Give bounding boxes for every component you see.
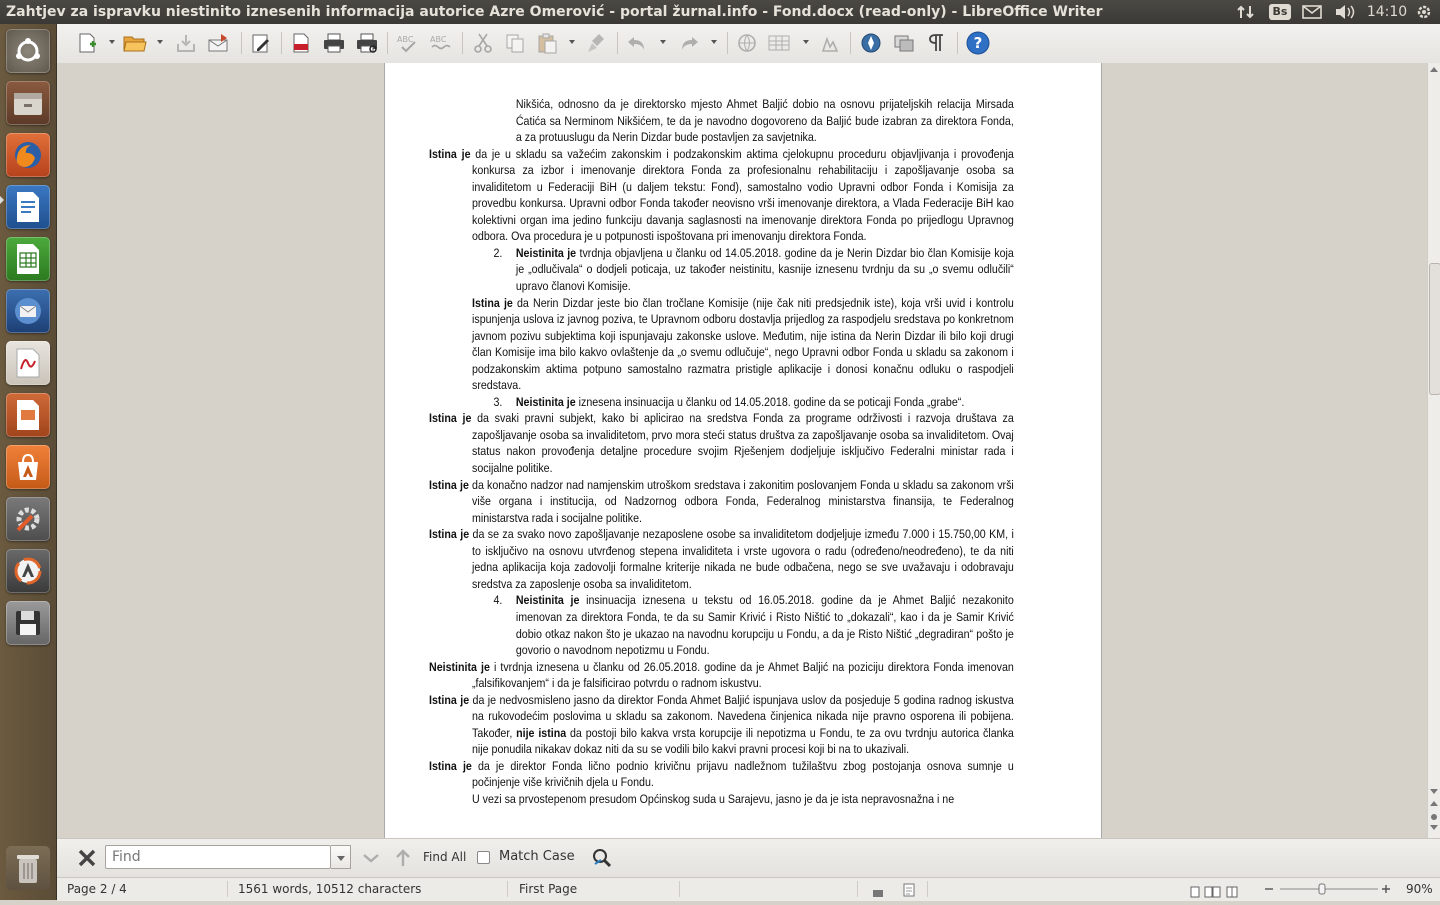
document-paragraph bbox=[429, 295, 1014, 394]
print-preview-icon bbox=[355, 32, 379, 54]
launcher-dash-home[interactable] bbox=[6, 29, 50, 73]
redo-arrow-icon bbox=[678, 32, 700, 54]
new-document-button[interactable] bbox=[75, 31, 99, 55]
text-run: U vezi sa prvostepenom presudom Općinskog suda u Sarajevu, jasno je da je ista nepravosnažna i ne bbox=[472, 791, 955, 806]
wrench-settings-icon bbox=[12, 503, 44, 535]
status-divider bbox=[507, 881, 508, 897]
scroll-down-arrow[interactable] bbox=[1430, 789, 1438, 794]
launcher-save-disk[interactable] bbox=[6, 601, 50, 645]
svg-text:ABC: ABC bbox=[397, 35, 414, 44]
navigator-button[interactable] bbox=[859, 31, 883, 55]
bold-text-run: Neistinita je bbox=[515, 245, 577, 260]
text-run: tvrdnja objavljena u članku od 14.05.2018. godine da je Nerin Dizdar bio član Komisije koja je „odlučivala“ o dodjeli poticaja, uz također neistinitu, kasnije iznesenu tvrdnju da su „o svemu odlučili“ upravo članovi Komisije. bbox=[515, 245, 1014, 294]
writer-document-icon bbox=[15, 191, 41, 223]
power-gear-icon[interactable] bbox=[1412, 0, 1436, 24]
toolbar-separator bbox=[957, 32, 958, 54]
draw-functions-icon bbox=[820, 32, 842, 54]
standard-toolbar bbox=[57, 24, 1440, 64]
view-layout-icons[interactable] bbox=[1189, 883, 1239, 895]
svg-text:ABC: ABC bbox=[430, 35, 447, 44]
launcher-calc[interactable] bbox=[6, 237, 50, 281]
text-run: insinuacija iznesena u tekstu od 16.05.2018. godine da je Ahmet Baljić nezakonito imenovan za direktora Fonda, te da su Samir Krivić i Risto Ništić to „dokazali“, kao i da je Samir Krivić dobio otkaz nakon što je ukazao na navodnu korupciju u Fondu, a da je Risto Ništić „degradiran“ pošto je govorio o navodnom nepotizmu u Fondu. bbox=[515, 593, 1014, 658]
launcher-system-settings[interactable] bbox=[6, 497, 50, 541]
document-paragraph bbox=[429, 692, 1014, 758]
print-preview-button[interactable] bbox=[355, 31, 379, 55]
clock[interactable] bbox=[1365, 0, 1409, 24]
document-paragraph bbox=[429, 758, 1014, 791]
bold-text-run: Istina je bbox=[472, 295, 513, 310]
close-x-icon bbox=[77, 848, 97, 868]
top-panel bbox=[0, 0, 1440, 24]
toolbar-separator bbox=[617, 32, 618, 54]
help-button[interactable] bbox=[966, 31, 990, 55]
window-title: Zahtjev za ispravku niestinito iznesenih informacija autorice Azre Omerović - portal žurnal.info - Fond.docx (read-only) - LibreOffice Writer bbox=[6, 4, 1103, 20]
launcher-thunderbird[interactable] bbox=[6, 289, 50, 333]
hyperlink-button[interactable] bbox=[735, 31, 759, 55]
file-cabinet-icon bbox=[12, 89, 44, 117]
zoom-slider[interactable] bbox=[1262, 881, 1392, 897]
redo-button[interactable] bbox=[677, 31, 701, 55]
bold-text-run: Neistinita je bbox=[515, 593, 580, 608]
document-canvas[interactable] bbox=[57, 63, 1427, 838]
bold-text-run: Istina je bbox=[429, 758, 472, 773]
find-replace-icon bbox=[591, 847, 615, 869]
autospellcheck-button[interactable] bbox=[429, 31, 453, 55]
document-paragraph bbox=[429, 791, 1014, 808]
save-button[interactable] bbox=[174, 31, 198, 55]
document-page[interactable] bbox=[384, 63, 1102, 838]
pilcrow-icon bbox=[926, 32, 948, 54]
open-dropdown[interactable] bbox=[157, 40, 163, 44]
page-number-status[interactable]: Page 2 / 4 bbox=[67, 882, 127, 896]
find-toolbar bbox=[57, 838, 1440, 877]
launcher bbox=[0, 24, 57, 900]
open-button[interactable] bbox=[123, 31, 147, 55]
document-paragraph bbox=[429, 146, 1014, 245]
edit-mode-button[interactable] bbox=[249, 31, 273, 55]
find-history-dropdown[interactable] bbox=[331, 845, 351, 869]
text-run: da je nedvosmisleno jasno da direktor Fonda Ahmet Baljić ispunjava uslov da posjeduje 5 godina radnog iskustva na rukovodećim poslovima u skladu sa zakonom. Navedena činjenica nikada nije pravno osporena ili pobijena. Također, bbox=[469, 692, 1014, 740]
document-paragraph bbox=[429, 592, 1014, 658]
undo-arrow-icon bbox=[626, 32, 648, 54]
word-count-status[interactable]: 1561 words, 10512 characters bbox=[238, 882, 422, 896]
launcher-files[interactable] bbox=[6, 81, 50, 125]
volume-icon[interactable] bbox=[1332, 0, 1358, 24]
selection-mode-icon[interactable] bbox=[872, 883, 884, 893]
find-all-button[interactable]: Find All bbox=[423, 850, 467, 864]
navigation-dot-icon[interactable] bbox=[1431, 814, 1437, 820]
toolbar-separator bbox=[850, 32, 851, 54]
email-document-button[interactable] bbox=[207, 31, 231, 55]
find-input[interactable] bbox=[105, 845, 331, 869]
bold-text-run: Istina je bbox=[429, 692, 470, 707]
text-run: da konačno nadzor nad namjenskim utroškom sredstava i zakonitim poslovanjem Fonda u skladu sa zakonom vrši više organa i institucija, od Nadzornog odbora Fonda, Federalnog ministarstva finansija, te Federalnog ministarstva rada i socijalne politike. bbox=[468, 477, 1014, 525]
find-and-replace-button[interactable] bbox=[591, 846, 615, 870]
firefox-icon bbox=[12, 139, 44, 171]
running-indicator bbox=[0, 196, 4, 204]
list-number: 2. bbox=[493, 245, 503, 260]
formatting-marks-button[interactable] bbox=[925, 31, 949, 55]
paste-dropdown[interactable] bbox=[569, 40, 575, 44]
edit-pencil-icon bbox=[250, 32, 272, 54]
trash-icon bbox=[14, 851, 42, 885]
pdf-viewer-icon bbox=[14, 347, 42, 379]
text-run: da svaki pravni subjekt, kako bi aplicirao na sredstva Fonda za programe održivosti i razvoja društava za zapošljavanje osoba sa invaliditetom, prvo mora steći status društva za zapošljavanje osoba sa invaliditetom. Ovaj status nakon provođenja detaljne procedure svojim Rješenjem dodjeljuje isključivo Federalni ministar rada i socijalne politike. bbox=[471, 411, 1014, 476]
floppy-disk-icon bbox=[14, 609, 42, 637]
ubuntu-logo-icon bbox=[13, 36, 43, 66]
toolbar-separator bbox=[462, 32, 463, 54]
document-paragraph bbox=[429, 526, 1014, 592]
new-document-dropdown[interactable] bbox=[109, 40, 115, 44]
text-run: Nikšića, odnosno da je direktorsko mjesto Ahmet Baljić dobio na osnovu prijateljskih relacija Mirsada Ćatića sa Nerminom Nikšićem, te da je navodno dogovoreno da Baljić bude izabran za direktora Fonda, a za protuuslugu da Nerin Dizdar bude postavljen za savjetnika. bbox=[515, 97, 1014, 145]
text-run: da postoji bilo kakva vrsta korupcije ili nepotizma u Fondu, te za ovu tvrdnju autorica članka nije ponudila nikakav dokaz niti da su se vodili bilo kakvi pravni procesi koji bi na to ukazivali. bbox=[472, 725, 1014, 757]
page-style-status[interactable]: First Page bbox=[519, 882, 578, 896]
find-previous-button[interactable] bbox=[391, 846, 415, 870]
clock-label: 14:10 bbox=[1366, 4, 1408, 20]
toolbar-separator bbox=[241, 32, 242, 54]
save-download-icon bbox=[175, 32, 197, 54]
status-divider bbox=[857, 881, 858, 897]
pdf-icon bbox=[290, 32, 312, 54]
hyperlink-globe-icon bbox=[736, 32, 758, 54]
autospellcheck-icon bbox=[429, 32, 453, 54]
text-run: da je direktor Fonda lično podnio krivičnu prijavu nadležnom tužilaštvu zbog postojanja osnova sumnje u počinjenje više krivičnih djela u Fondu. bbox=[471, 758, 1014, 790]
document-body bbox=[429, 96, 1014, 808]
spelling-button[interactable] bbox=[396, 31, 420, 55]
match-case-checkbox[interactable] bbox=[477, 851, 490, 864]
previous-page-arrow[interactable] bbox=[1430, 801, 1438, 806]
text-run: da je u skladu sa važećim zakonskim i podzakonskim aktima cjelokupnu proceduru objavljivanja i provođenja konkursa za izbor i imenovanje direktora Fonda za profesionalnu rehabilitaciju i zapošljavanje osoba sa invaliditetom u Federaciji BiH (u daljem tekstu: Fond), samostalno vodio Upravni odbor Fonda i Komisija za provedbu konkursa. Upravni odbor Fonda također neovisno vrši imenovanje direktora, a Vlada Federacije BiH kao kolektivni organ ima jedino funkciju davanja saglasnosti na imenovanje direktora Fonda po prijedlogu Upravnog odbora. Ova procedura je u potpunosti ispoštovana pri imenovanju direktora Fonda. bbox=[470, 146, 1014, 244]
status-divider bbox=[927, 881, 928, 897]
status-bar bbox=[57, 877, 1440, 901]
vertical-scrollbar[interactable] bbox=[1427, 63, 1440, 838]
print-button[interactable] bbox=[322, 31, 346, 55]
gallery-icon bbox=[893, 32, 915, 54]
table-dropdown[interactable] bbox=[803, 40, 809, 44]
cut-button[interactable] bbox=[471, 31, 495, 55]
status-divider bbox=[679, 881, 680, 897]
close-find-button[interactable] bbox=[75, 846, 99, 870]
network-icon[interactable] bbox=[1234, 0, 1258, 24]
document-paragraph bbox=[429, 410, 1014, 476]
clipboard-paste-icon bbox=[536, 32, 558, 54]
new-document-icon bbox=[76, 32, 98, 54]
bold-text-run: Neistinita je bbox=[429, 659, 490, 674]
export-pdf-button[interactable] bbox=[289, 31, 313, 55]
gallery-button[interactable] bbox=[892, 31, 916, 55]
launcher-software-center[interactable] bbox=[6, 445, 50, 489]
thunderbird-icon bbox=[12, 295, 44, 327]
match-case-label[interactable]: Match Case bbox=[499, 849, 575, 864]
mail-icon[interactable] bbox=[1299, 0, 1325, 24]
list-number: 4. bbox=[493, 593, 503, 608]
clone-formatting-button[interactable] bbox=[585, 31, 609, 55]
copy-button[interactable] bbox=[503, 31, 527, 55]
next-page-arrow[interactable] bbox=[1430, 825, 1438, 830]
text-run: iznesena insinuacija u članku od 14.05.2018. godine da se poticaji Fonda „grabe“. bbox=[575, 394, 965, 409]
keyboard-layout-indicator[interactable] bbox=[1267, 0, 1293, 24]
text-run: i tvrdnja iznesena u članku od 26.05.2018. godine da je Ahmet Baljić na poziciju direktora Fonda imenovan „falsifikovanjem“ i da je falsificirao potvrdu o radnom iskustvu. bbox=[472, 659, 1014, 691]
document-paragraph bbox=[429, 245, 1014, 295]
copy-icon bbox=[504, 32, 526, 54]
paintbrush-icon bbox=[586, 32, 608, 54]
email-document-icon bbox=[207, 32, 231, 54]
toolbar-separator bbox=[387, 32, 388, 54]
calc-spreadsheet-icon bbox=[15, 243, 41, 275]
folder-open-icon bbox=[123, 32, 147, 54]
printer-icon bbox=[322, 32, 346, 54]
scissors-icon bbox=[472, 32, 494, 54]
bold-text-run: nije istina bbox=[516, 725, 567, 740]
text-run: da se za svako novo zapošljavanje nezaposlene osobe sa invaliditetom dodjeljuje između 7.000 i 15.750,00 KM, i to isključivo na osnovu utvrđenog stepena invaliditeta i vrste ugovora o radu (određeno/neodređeno), te da niti jedna aplikacija koja zadovolji formalne kriterije nikada ne bude odbačena, nego se sve uvažavaju i odobravaju sredstva za zaposlenje osoba sa invaliditetom. bbox=[469, 527, 1014, 591]
bold-text-run: Istina je bbox=[429, 146, 471, 161]
redo-dropdown[interactable] bbox=[711, 40, 717, 44]
list-number: 3. bbox=[493, 394, 503, 409]
keyboard-layout-label: Bs bbox=[1269, 4, 1292, 20]
table-button[interactable] bbox=[767, 31, 791, 55]
show-draw-functions-button[interactable] bbox=[819, 31, 843, 55]
launcher-software-updater[interactable] bbox=[6, 549, 50, 593]
launcher-trash[interactable] bbox=[6, 846, 50, 890]
scrollbar-thumb[interactable] bbox=[1429, 263, 1440, 395]
bold-text-run: Istina je bbox=[429, 527, 470, 542]
undo-button[interactable] bbox=[625, 31, 649, 55]
launcher-writer[interactable] bbox=[6, 185, 50, 229]
document-paragraph bbox=[429, 394, 1014, 411]
arrow-up-icon bbox=[393, 848, 413, 868]
launcher-document-viewer[interactable] bbox=[6, 341, 50, 385]
help-question-icon bbox=[966, 31, 990, 55]
document-paragraph bbox=[429, 659, 1014, 692]
spellcheck-icon bbox=[396, 32, 420, 54]
document-paragraph bbox=[429, 477, 1014, 527]
svg-text:?: ? bbox=[973, 34, 983, 52]
bold-text-run: Istina je bbox=[429, 477, 469, 492]
updater-icon bbox=[13, 556, 43, 586]
document-modified-icon[interactable] bbox=[902, 882, 916, 896]
paste-button[interactable] bbox=[535, 31, 559, 55]
find-next-button[interactable] bbox=[359, 846, 383, 870]
chevron-down-icon bbox=[361, 848, 381, 868]
toolbar-separator bbox=[727, 32, 728, 54]
scroll-up-arrow[interactable] bbox=[1430, 67, 1438, 72]
navigator-compass-icon bbox=[860, 32, 882, 54]
shopping-bag-icon bbox=[13, 452, 43, 482]
text-run: da Nerin Dizdar jeste bio član tročlane Komisije (nije čak niti predsjednik iste), koja vrši uvid i kontrolu ispunjenja uslova iz javnog poziva, te Upravnom odboru dostavlja prijedlog za raspodjelu sredstava po konkretnom javnom pozivu subjektima koji ispunjavaju zakonske uslove. Međutim, nije istina da Nerin Dizdar ili bilo koji drugi član Komisije ima bilo kakvo ovlaštenje da „o svemu odlučuje“, nego Upravni odbor Fonda u skladu sa zakonom i podzakonskim aktima potpuno samostalno razmatra pristigle aplikacije i donosi konačnu odluku o raspodjeli sredstava. bbox=[472, 295, 1014, 393]
status-divider bbox=[227, 881, 228, 897]
table-grid-icon bbox=[767, 32, 791, 54]
bold-text-run: Istina je bbox=[429, 411, 472, 426]
launcher-impress[interactable] bbox=[6, 393, 50, 437]
launcher-firefox[interactable] bbox=[6, 133, 50, 177]
undo-dropdown[interactable] bbox=[660, 40, 666, 44]
document-paragraph bbox=[429, 96, 1014, 146]
bold-text-run: Neistinita je bbox=[515, 394, 576, 409]
toolbar-separator bbox=[281, 32, 282, 54]
zoom-level-status[interactable]: 90% bbox=[1406, 882, 1433, 896]
impress-presentation-icon bbox=[15, 399, 41, 431]
